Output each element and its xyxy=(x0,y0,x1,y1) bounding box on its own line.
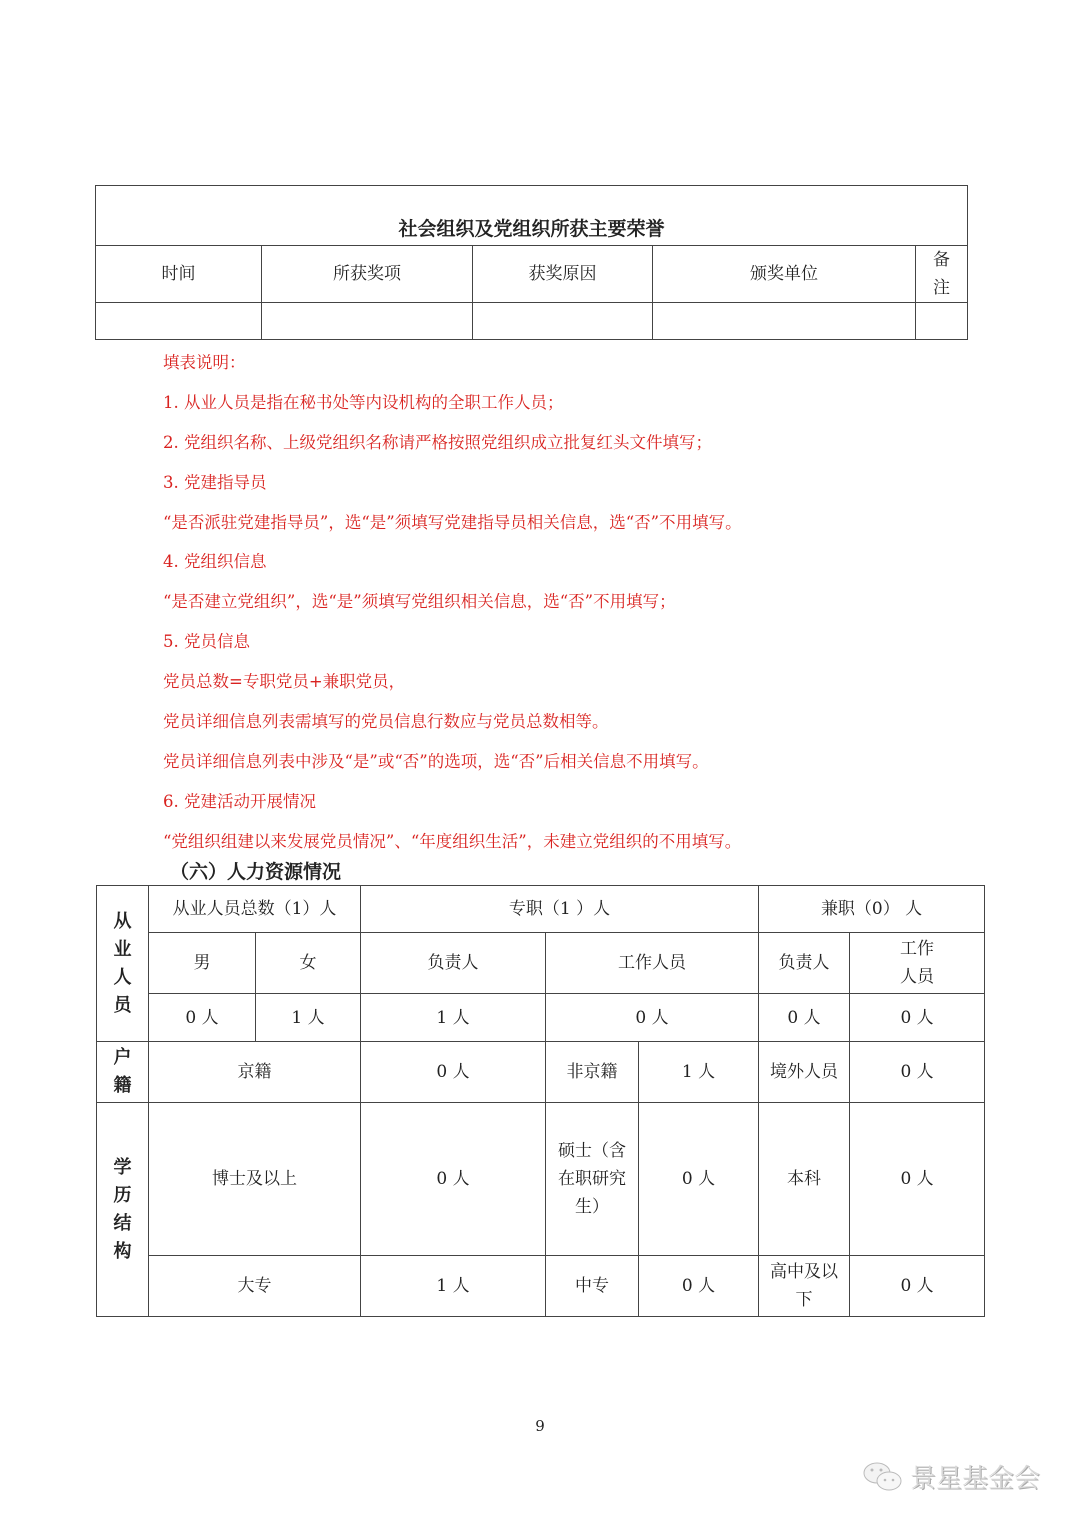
note-line: 3. 党建指导员 xyxy=(163,472,267,492)
pt-staff-label: 工作人员 xyxy=(850,933,985,994)
note-line: “是否建立党组织”，选“是”须填写党组织相关信息，选“否”不用填写； xyxy=(163,592,676,612)
tech-value: 0 人 xyxy=(639,1256,759,1317)
overseas-label: 境外人员 xyxy=(759,1042,850,1103)
honors-table xyxy=(95,185,968,340)
non-beijing-label: 非京籍 xyxy=(546,1042,639,1103)
empty-cell xyxy=(653,303,916,340)
highschool-label: 高中及以下 xyxy=(759,1256,850,1317)
header-remark: 备注 xyxy=(916,246,968,303)
phd-label: 博士及以上 xyxy=(149,1103,361,1256)
note-line: 2. 党组织名称、上级党组织名称请严格按照党组织成立批复红头文件填写； xyxy=(163,432,712,452)
male-value: 0 人 xyxy=(149,994,256,1042)
hukou-label: 户籍 xyxy=(97,1042,149,1103)
header-reason: 获奖原因 xyxy=(473,246,653,303)
master-label: 硕士（含在职研究生） xyxy=(546,1103,639,1256)
tech-label: 中专 xyxy=(546,1256,639,1317)
note-line: 5. 党员信息 xyxy=(163,632,250,652)
fill-instructions xyxy=(163,350,742,869)
empty-cell xyxy=(473,303,653,340)
bachelor-value: 0 人 xyxy=(850,1103,985,1256)
phd-value: 0 人 xyxy=(361,1103,546,1256)
page-number: 9 xyxy=(535,1417,545,1435)
master-value: 0 人 xyxy=(639,1103,759,1256)
note-line: 6. 党建活动开展情况 xyxy=(163,791,316,811)
note-line: “是否派驻党建指导员”，选“是”须填写党建指导员相关信息，选“否”不用填写。 xyxy=(163,512,742,532)
beijing-label: 京籍 xyxy=(149,1042,361,1103)
note-line: 党员总数=专职党员+兼职党员， xyxy=(163,672,406,692)
ft-staff-value: 0 人 xyxy=(546,994,759,1042)
honors-table-title: 社会组织及党组织所获主要荣誉 xyxy=(96,186,968,246)
empty-cell xyxy=(96,303,262,340)
notes-heading: 填表说明： xyxy=(163,353,246,372)
note-line: 4. 党组织信息 xyxy=(163,552,267,572)
wechat-icon xyxy=(862,1460,904,1494)
pt-head-value: 0 人 xyxy=(759,994,850,1042)
beijing-value: 0 人 xyxy=(361,1042,546,1103)
staff-label: 从业人员 xyxy=(97,886,149,1042)
parttime-staff: 兼职（0） 人 xyxy=(759,886,985,933)
ft-head-value: 1 人 xyxy=(361,994,546,1042)
header-time: 时间 xyxy=(96,246,262,303)
empty-cell xyxy=(262,303,473,340)
college-value: 1 人 xyxy=(361,1256,546,1317)
male-label: 男 xyxy=(149,933,256,994)
note-line: 1. 从业人员是指在秘书处等内设机构的全职工作人员； xyxy=(163,392,564,412)
section-heading: （六）人力资源情况 xyxy=(170,861,342,883)
pt-staff-value: 0 人 xyxy=(850,994,985,1042)
watermark-text: 景星基金会 xyxy=(910,1464,1041,1494)
header-issuer: 颁奖单位 xyxy=(653,246,916,303)
female-label: 女 xyxy=(256,933,361,994)
ft-staff-label: 工作人员 xyxy=(546,933,759,994)
hr-table xyxy=(96,885,985,1317)
fulltime-staff: 专职（1 ）人 xyxy=(361,886,759,933)
total-staff: 从业人员总数（1）人 xyxy=(149,886,361,933)
education-label: 学历结构 xyxy=(97,1103,149,1317)
pt-head-label: 负责人 xyxy=(759,933,850,994)
college-label: 大专 xyxy=(149,1256,361,1317)
empty-cell xyxy=(916,303,968,340)
note-line: “党组织组建以来发展党员情况”、“年度组织生活”，未建立党组织的不用填写。 xyxy=(163,831,742,851)
bachelor-label: 本科 xyxy=(759,1103,850,1256)
overseas-value: 0 人 xyxy=(850,1042,985,1103)
non-beijing-value: 1 人 xyxy=(639,1042,759,1103)
watermark xyxy=(862,1458,1040,1495)
header-award: 所获奖项 xyxy=(262,246,473,303)
highschool-value: 0 人 xyxy=(850,1256,985,1317)
female-value: 1 人 xyxy=(256,994,361,1042)
note-line: 党员详细信息列表中涉及“是”或“否”的选项，选“否”后相关信息不用填写。 xyxy=(163,751,709,771)
note-line: 党员详细信息列表需填写的党员信息行数应与党员总数相等。 xyxy=(163,712,609,732)
ft-head-label: 负责人 xyxy=(361,933,546,994)
